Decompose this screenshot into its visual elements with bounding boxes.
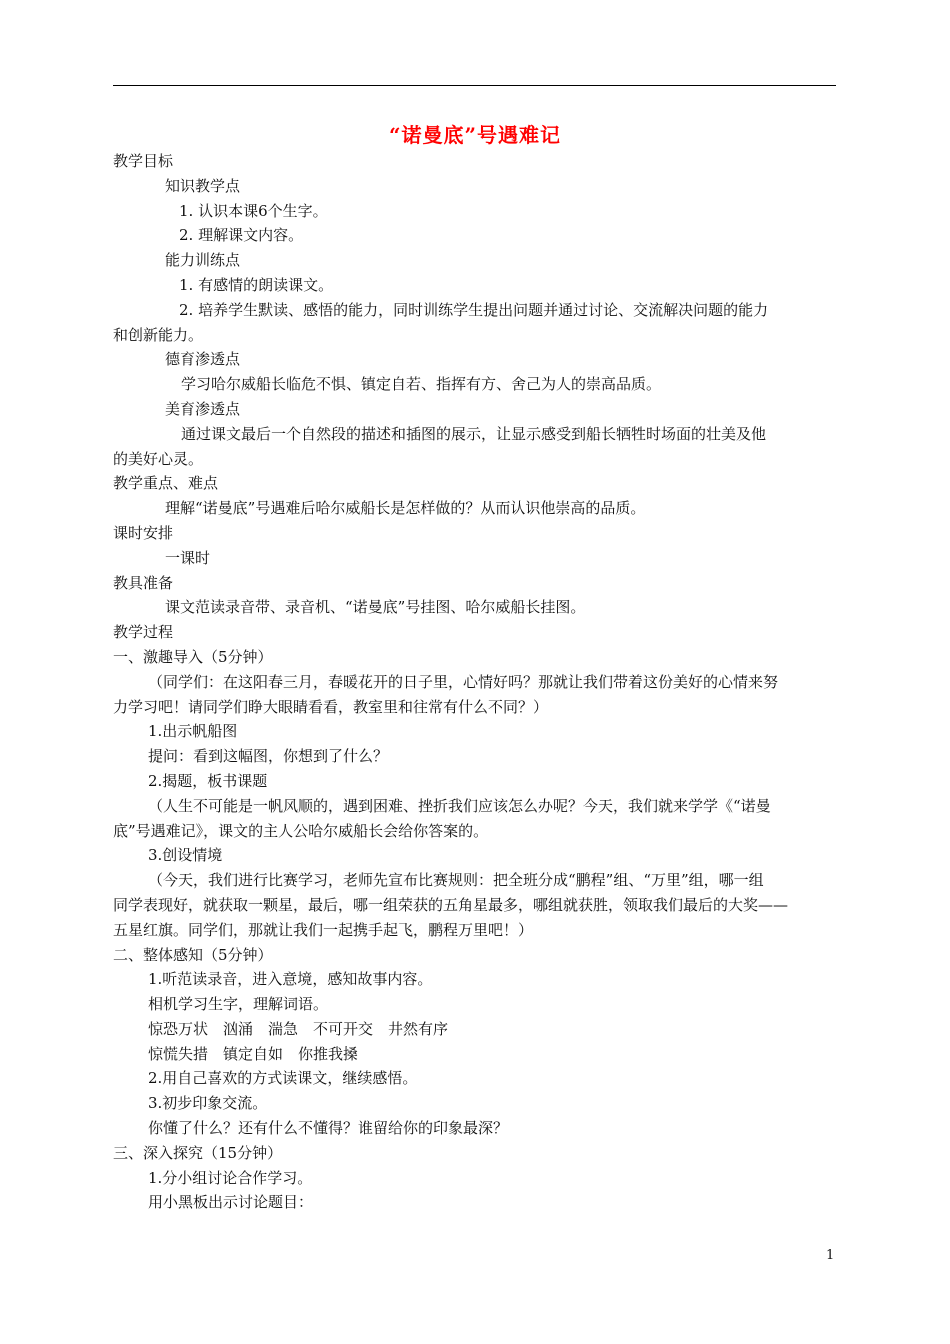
text-line: 力学习吧！请同学们睁大眼睛看看，教室里和往常有什么不同？） bbox=[113, 697, 549, 716]
text-line: 一、激趣导入（5分钟） bbox=[113, 647, 273, 666]
text-line: 知识教学点 bbox=[165, 176, 241, 195]
text-line: 1. 有感情的朗读课文。 bbox=[179, 275, 334, 294]
text-line: 德育渗透点 bbox=[165, 350, 241, 369]
text-line: 教学过程 bbox=[113, 623, 174, 642]
text-line: 课文范读录音带、录音机、“诺曼底”号挂图、哈尔威船长挂图。 bbox=[165, 598, 586, 617]
text-line: 三、深入探究（15分钟） bbox=[113, 1143, 283, 1162]
text-line: 惊恐万状 汹涌 湍急 不可开交 井然有序 bbox=[148, 1019, 449, 1038]
text-line: 1.听范读录音，进入意境，感知故事内容。 bbox=[148, 970, 433, 989]
text-line: 教学重点、难点 bbox=[113, 474, 219, 493]
text-line: 五星红旗。同学们，那就让我们一起携手起飞，鹏程万里吧！） bbox=[113, 920, 534, 939]
text-line: 教具准备 bbox=[113, 573, 174, 592]
text-line: 相机学习生字，理解词语。 bbox=[148, 995, 329, 1014]
text-line: 1.分小组讨论合作学习。 bbox=[148, 1168, 313, 1187]
text-line: （今天，我们进行比赛学习，老师先宣布比赛规则：把全班分成“鹏程”组、“万里”组，哪一组 bbox=[148, 871, 764, 890]
text-line: 3.创设情境 bbox=[148, 846, 223, 865]
text-line: 通过课文最后一个自然段的描述和插图的展示，让显示感受到船长牺牲时场面的壮美及他 bbox=[181, 424, 767, 443]
text-line: 2.用自己喜欢的方式读课文，继续感悟。 bbox=[148, 1069, 418, 1088]
text-line: 二、整体感知（5分钟） bbox=[113, 945, 273, 964]
text-line: 学习哈尔威船长临危不惧、镇定自若、指挥有方、舍己为人的崇高品质。 bbox=[181, 375, 662, 394]
text-line: 能力训练点 bbox=[165, 251, 241, 270]
text-line: 的美好心灵。 bbox=[113, 449, 204, 468]
document-body bbox=[113, 149, 838, 1215]
text-line: 底”号遇难记》，课文的主人公哈尔威船长会给你答案的。 bbox=[113, 821, 489, 840]
text-line: （人生不可能是一帆风顺的，遇到困难、挫折我们应该怎么办呢？今天，我们就来学学《“诺曼 bbox=[148, 796, 771, 815]
text-line: 惊慌失措 镇定自如 你推我搡 bbox=[148, 1044, 359, 1063]
text-line: 一课时 bbox=[165, 548, 211, 567]
text-line: 课时安排 bbox=[113, 523, 174, 542]
text-line: （同学们：在这阳春三月，春暖花开的日子里，心情好吗？那就让我们带着这份美好的心情来努 bbox=[148, 672, 779, 691]
text-line: 同学表现好，就获取一颗星，最后，哪一组荣获的五角星最多，哪组就获胜，领取我们最后的大奖—— bbox=[113, 895, 789, 914]
document-title: “诺曼底”号遇难记 bbox=[388, 123, 561, 147]
text-line: 1.出示帆船图 bbox=[148, 722, 238, 741]
text-line: 2. 培养学生默读、感悟的能力，同时训练学生提出问题并通过讨论、交流解决问题的能力 bbox=[179, 300, 769, 319]
text-line: 理解“诺曼底”号遇难后哈尔威船长是怎样做的？从而认识他崇高的品质。 bbox=[165, 499, 646, 518]
header-rule bbox=[113, 85, 836, 86]
text-line: 2. 理解课文内容。 bbox=[179, 226, 304, 245]
text-line: 你懂了什么？还有什么不懂得？谁留给你的印象最深？ bbox=[148, 1119, 509, 1138]
text-line: 和创新能力。 bbox=[113, 325, 204, 344]
text-line: 用小黑板出示讨论题目： bbox=[148, 1193, 314, 1212]
text-line: 1. 认识本课6个生字。 bbox=[179, 201, 328, 220]
page-number: 1 bbox=[826, 1248, 835, 1263]
text-line: 提问：看到这幅图，你想到了什么？ bbox=[148, 747, 389, 766]
text-line: 3.初步印象交流。 bbox=[148, 1094, 268, 1113]
text-line: 2.揭题，板书课题 bbox=[148, 771, 268, 790]
text-line: 美育渗透点 bbox=[165, 399, 241, 418]
text-line: 教学目标 bbox=[113, 152, 174, 170]
